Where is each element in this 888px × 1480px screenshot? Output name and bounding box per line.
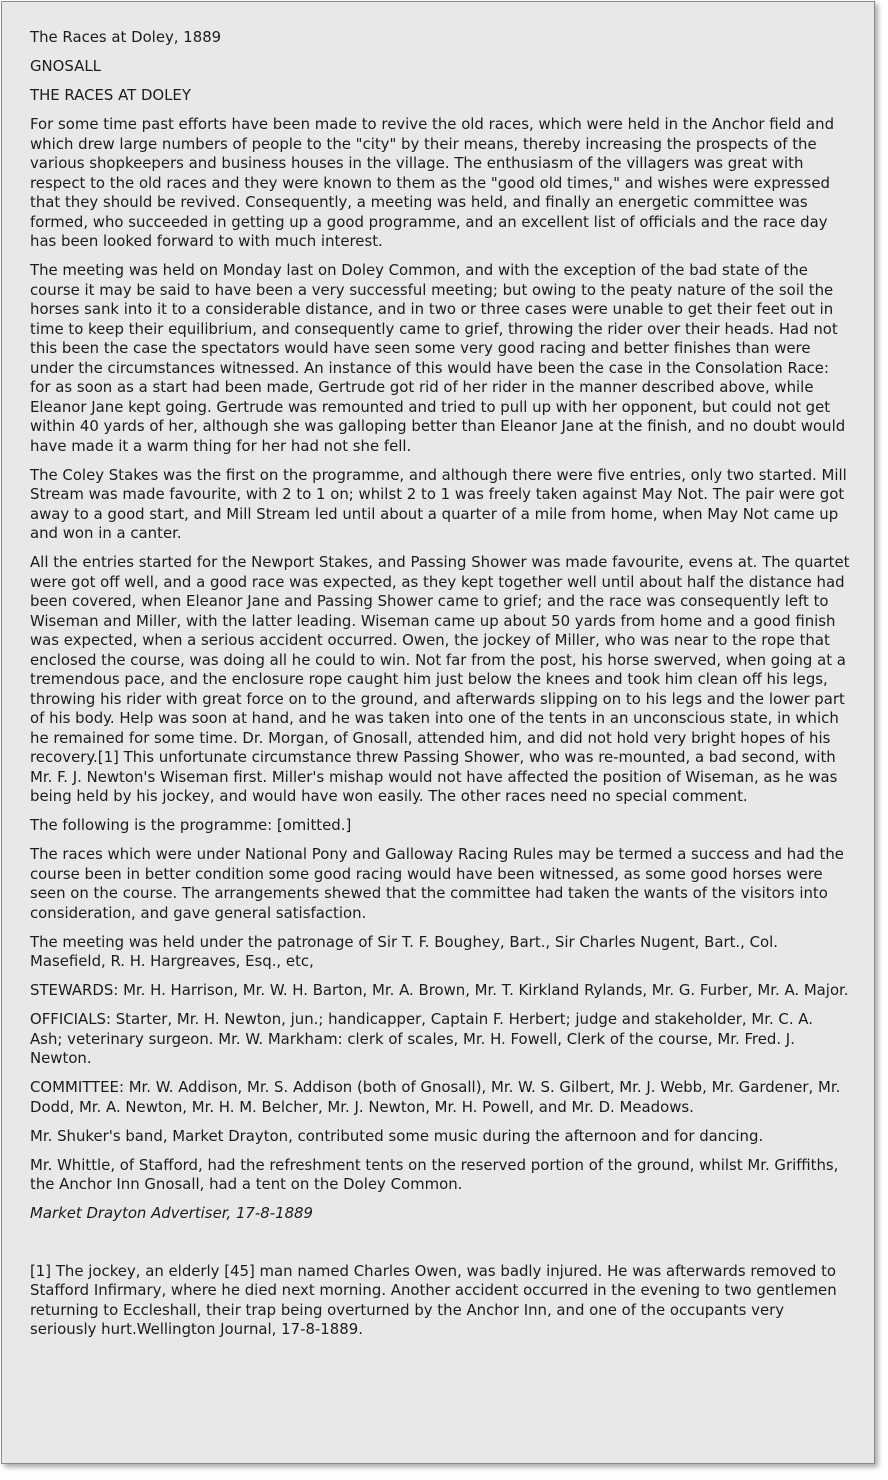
paragraph-stewards: STEWARDS: Mr. H. Harrison, Mr. W. H. Barton, Mr. A. Brown, Mr. T. Kirkland Rylands, Mr. G. Furber, Mr. A. Major. bbox=[30, 981, 849, 999]
paragraph-refreshments: Mr. Whittle, of Stafford, had the refreshment tents on the reserved portion of the ground, whilst Mr. Griffiths, the Anchor Inn Gnosall, had a tent on the Doley Common. bbox=[30, 1155, 839, 1193]
paragraph-coley-stakes: The Coley Stakes was the first on the programme, and although there were five entries, only two started. Mill Stream was made favourite, with 2 to 1 on; whilst 2 to 1 was freely taken against May Not. The pair were got away to a good start, and Mill Stream led until about a quarter of a mile from home, when May Not came up and won in a canter. bbox=[30, 465, 847, 542]
footnote: [1] The jockey, an elderly [45] man named Charles Owen, was badly injured. He was afterwards removed to Stafford Infirmary, where he died next morning. Another accident occurred in the evening to two gentlemen returning to Eccleshall, their trap being overturned by the Anchor Inn, and one of the occupants very seriously hurt.Wellington Journal, 17-8-1889. bbox=[30, 1261, 837, 1338]
paragraph-rules: The races which were under National Pony and Galloway Racing Rules may be termed a success and had the course been in better condition some good racing would have been witnessed, as some good horses were seen on the course. The arrangements shewed that the committee had taken the wants of the visitors into consideration, and gave general satisfaction. bbox=[30, 845, 844, 922]
document-frame bbox=[1, 1, 875, 1464]
document-body bbox=[30, 28, 850, 1349]
paragraph-band: Mr. Shuker's band, Market Drayton, contributed some music during the afternoon and for dancing. bbox=[30, 1126, 764, 1145]
source-citation: Market Drayton Advertiser, 17-8-1889 bbox=[30, 1204, 314, 1222]
paragraph-officials: OFFICIALS: Starter, Mr. H. Newton, jun.; handicapper, Captain F. Herbert; judge and stakeholder, Mr. C. A. Ash; veterinary surgeon. Mr. W. Markham: clerk of scales, Mr. H. Fowell, Clerk of the course, Mr. Fred. J. Newton. bbox=[30, 1010, 813, 1067]
document-place: GNOSALL bbox=[30, 57, 101, 75]
paragraph-meeting: The meeting was held on Monday last on Doley Common, and with the exception of the bad state of the course it may be said to have been a very successful meeting; but owing to the peaty nature of the soil the horses sank into it to a considerable distance, and in two or three cases were unable to get their feet out in time to keep their equilibrium, and consequently came to grief, throwing the rider over their heads. Had not this been the case the spectators would have seen some very good racing and better finishes than were under the circumstances witnessed. An instance of this would have been the case in the Consolation Race: for as soon as a start had been made, Gertrude got rid of her rider in the manner described above, while Eleanor Jane kept going. Gertrude was remounted and tried to pull up with her opponent, but could not get within 40 yards of her, although she was galloping better than Eleanor Jane at the finish, and no doubt would have made it a warm thing for her had not she fell. bbox=[30, 261, 846, 455]
paragraph-revival: For some time past efforts have been made to revive the old races, which were held in the Anchor field and which drew large numbers of people to the "city" by their means, thereby increasing the prospects of the various shopkeepers and business houses in the village. The enthusiasm of the villagers was great with respect to the old races and they were known to them as the "good old times," and wishes were expressed that they should be revived. Consequently, a meeting was held, and finally an energetic committee was formed, who succeeded in getting up a good programme, and an excellent list of officials and the race day has been looked forward to with much interest. bbox=[30, 115, 835, 250]
paragraph-patronage: The meeting was held under the patronage of Sir T. F. Boughey, Bart., Sir Charles Nugent, Bart., Col. Masefield, R. H. Hargreaves, Esq., etc, bbox=[30, 932, 778, 970]
document-heading: THE RACES AT DOLEY bbox=[30, 86, 191, 104]
paragraph-programme: The following is the programme: [omitted.] bbox=[30, 816, 352, 834]
paragraph-committee: COMMITTEE: Mr. W. Addison, Mr. S. Addison (both of Gnosall), Mr. W. S. Gilbert, Mr. J. Webb, Mr. Gardener, Mr. Dodd, Mr. A. Newton, Mr. H. M. Belcher, Mr. J. Newton, Mr. H. Powell, and Mr. D. Meadows. bbox=[30, 1078, 841, 1116]
document-title: The Races at Doley, 1889 bbox=[30, 28, 222, 46]
paragraph-newport-stakes: All the entries started for the Newport Stakes, and Passing Shower was made favourite, evens at. The quartet were got off well, and a good race was expected, as they kept together well until about half the distance had been covered, when Eleanor Jane and Passing Shower came to grief; and the race was consequently left to Wiseman and Miller, with the latter leading. Wiseman came up about 50 yards from home and a good finish was expected, when a serious accident occurred. Owen, the jockey of Miller, who was near to the rope that enclosed the course, was doing all he could to win. Not far from the post, his horse swerved, when going at a tremendous pace, and the enclosure rope caught him just below the knees and took him clean off his legs, throwing his rider with great force on to the ground, and afterwards slipping on to his legs and the lower part of his body. Help was soon at hand, and he was taken into one of the tents in an unconscious state, in which he remained for some time. Dr. Morgan, of Gnosall, attended him, and did not hold very bright hopes of his recovery.[1] This unfortunate circumstance threw Passing Shower, who was re-mounted, a bad second, with Mr. F. J. Newton's Wiseman first. Miller's mishap would not have affected the position of Wiseman, as he was being held by his jockey, and would have won easily. The other races need no special comment. bbox=[30, 553, 850, 805]
